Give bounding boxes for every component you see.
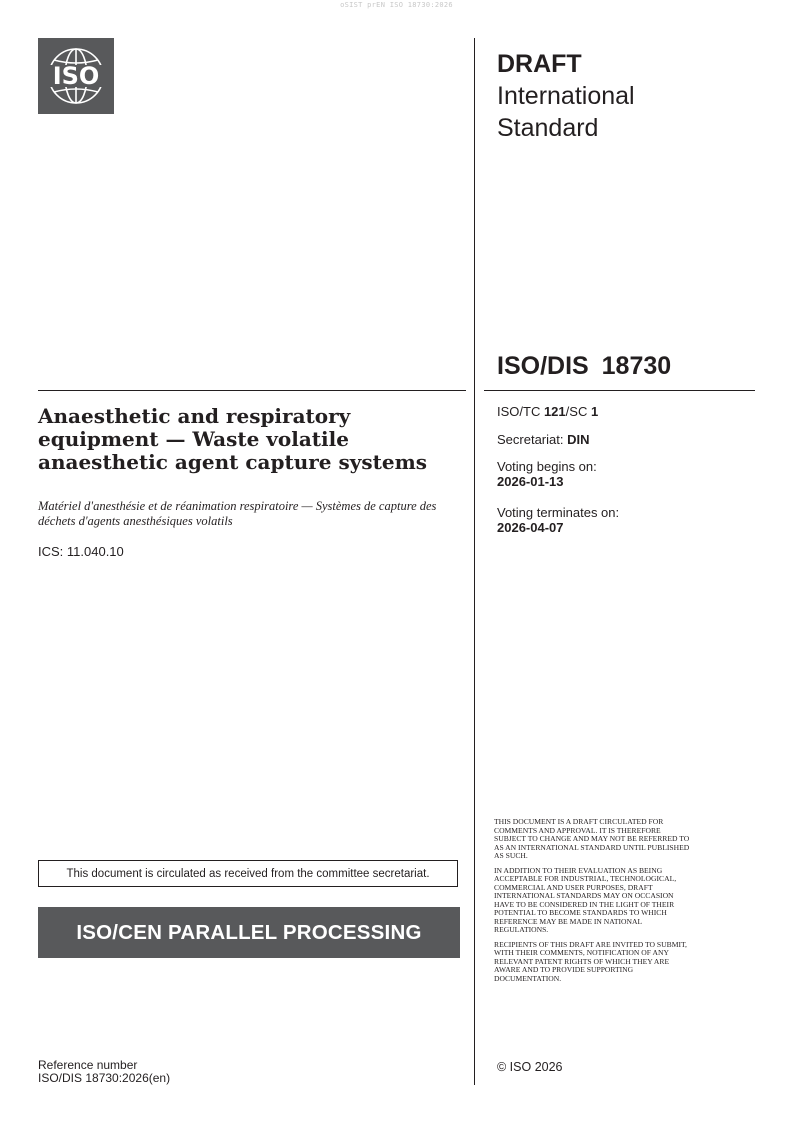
svg-text:ISO: ISO: [52, 62, 100, 90]
horizontal-divider-left: [38, 390, 466, 391]
voting-terminates: [497, 505, 619, 535]
horizontal-divider-right: [484, 390, 755, 391]
english-title: Anaesthetic and respiratory equipment — Waste volatile anaesthetic agent capture systems: [38, 404, 427, 474]
watermark: oSIST prEN ISO 18730:2026: [340, 1, 453, 9]
disclaimer-paragraph: IN ADDITION TO THEIR EVALUATION AS BEING ACCEPTABLE FOR INDUSTRIAL, TECHNOLOGICAL, COMMERCIAL AND USER PURPOSES, DRAFT INTERNATIONAL STANDARDS MAY ON OCCASION HAVE TO BE CONSIDERED IN THE LIGHT OF THEIR POTENTIAL TO BECOME STANDARDS TO WHICH REFERENCE MAY BE MADE IN NATIONAL REGULATIONS.: [494, 865, 677, 934]
standard-label: Standard: [497, 114, 599, 142]
iso-globe-icon: [38, 38, 114, 114]
committee-info: ISO/TC 121/SC 1: [497, 404, 599, 419]
reference-number: [38, 1059, 170, 1085]
reference-value: ISO/DIS 18730:2026(en): [38, 1071, 171, 1085]
ics-code: ICS: 11.040.10: [38, 544, 124, 559]
voting-begins: [497, 459, 597, 489]
iso-logo: [38, 38, 114, 114]
secretariat-info: Secretariat: DIN: [497, 432, 590, 447]
parallel-processing-banner: ISO/CEN PARALLEL PROCESSING: [38, 907, 460, 958]
draft-label: DRAFT: [497, 50, 582, 78]
voting-terminates-date: 2026-04-07: [497, 520, 564, 535]
disclaimer-paragraph: RECIPIENTS OF THIS DRAFT ARE INVITED TO SUBMIT, WITH THEIR COMMENTS, NOTIFICATION OF ANY RELEVANT PATENT RIGHTS OF WHICH THEY ARE AWARE AND TO PROVIDE SUPPORTING DOCUMENTATION.: [494, 939, 687, 983]
document-number: ISO/DIS 18730: [497, 352, 672, 380]
reference-label: Reference number: [38, 1058, 138, 1072]
vertical-divider: [474, 38, 475, 1085]
circulation-notice: This document is circulated as received from the committee secretariat.: [38, 860, 458, 887]
voting-begins-date: 2026-01-13: [497, 474, 564, 489]
french-title: Matériel d'anesthésie et de réanimation respiratoire — Systèmes de capture des déchets d'agents anesthésiques volatils: [38, 499, 437, 528]
copyright-notice: © ISO 2026: [497, 1060, 563, 1074]
draft-disclaimer: [494, 818, 694, 989]
document-type-heading: [497, 48, 635, 144]
voting-begins-label: Voting begins on:: [497, 459, 597, 474]
international-label: International: [497, 82, 635, 110]
disclaimer-paragraph: THIS DOCUMENT IS A DRAFT CIRCULATED FOR COMMENTS AND APPROVAL. IT IS THEREFORE SUBJECT TO CHANGE AND MAY NOT BE REFERRED TO AS AN INTERNATIONAL STANDARD UNTIL PUBLISHED AS SUCH.: [494, 817, 690, 860]
voting-terminates-label: Voting terminates on:: [497, 505, 620, 520]
